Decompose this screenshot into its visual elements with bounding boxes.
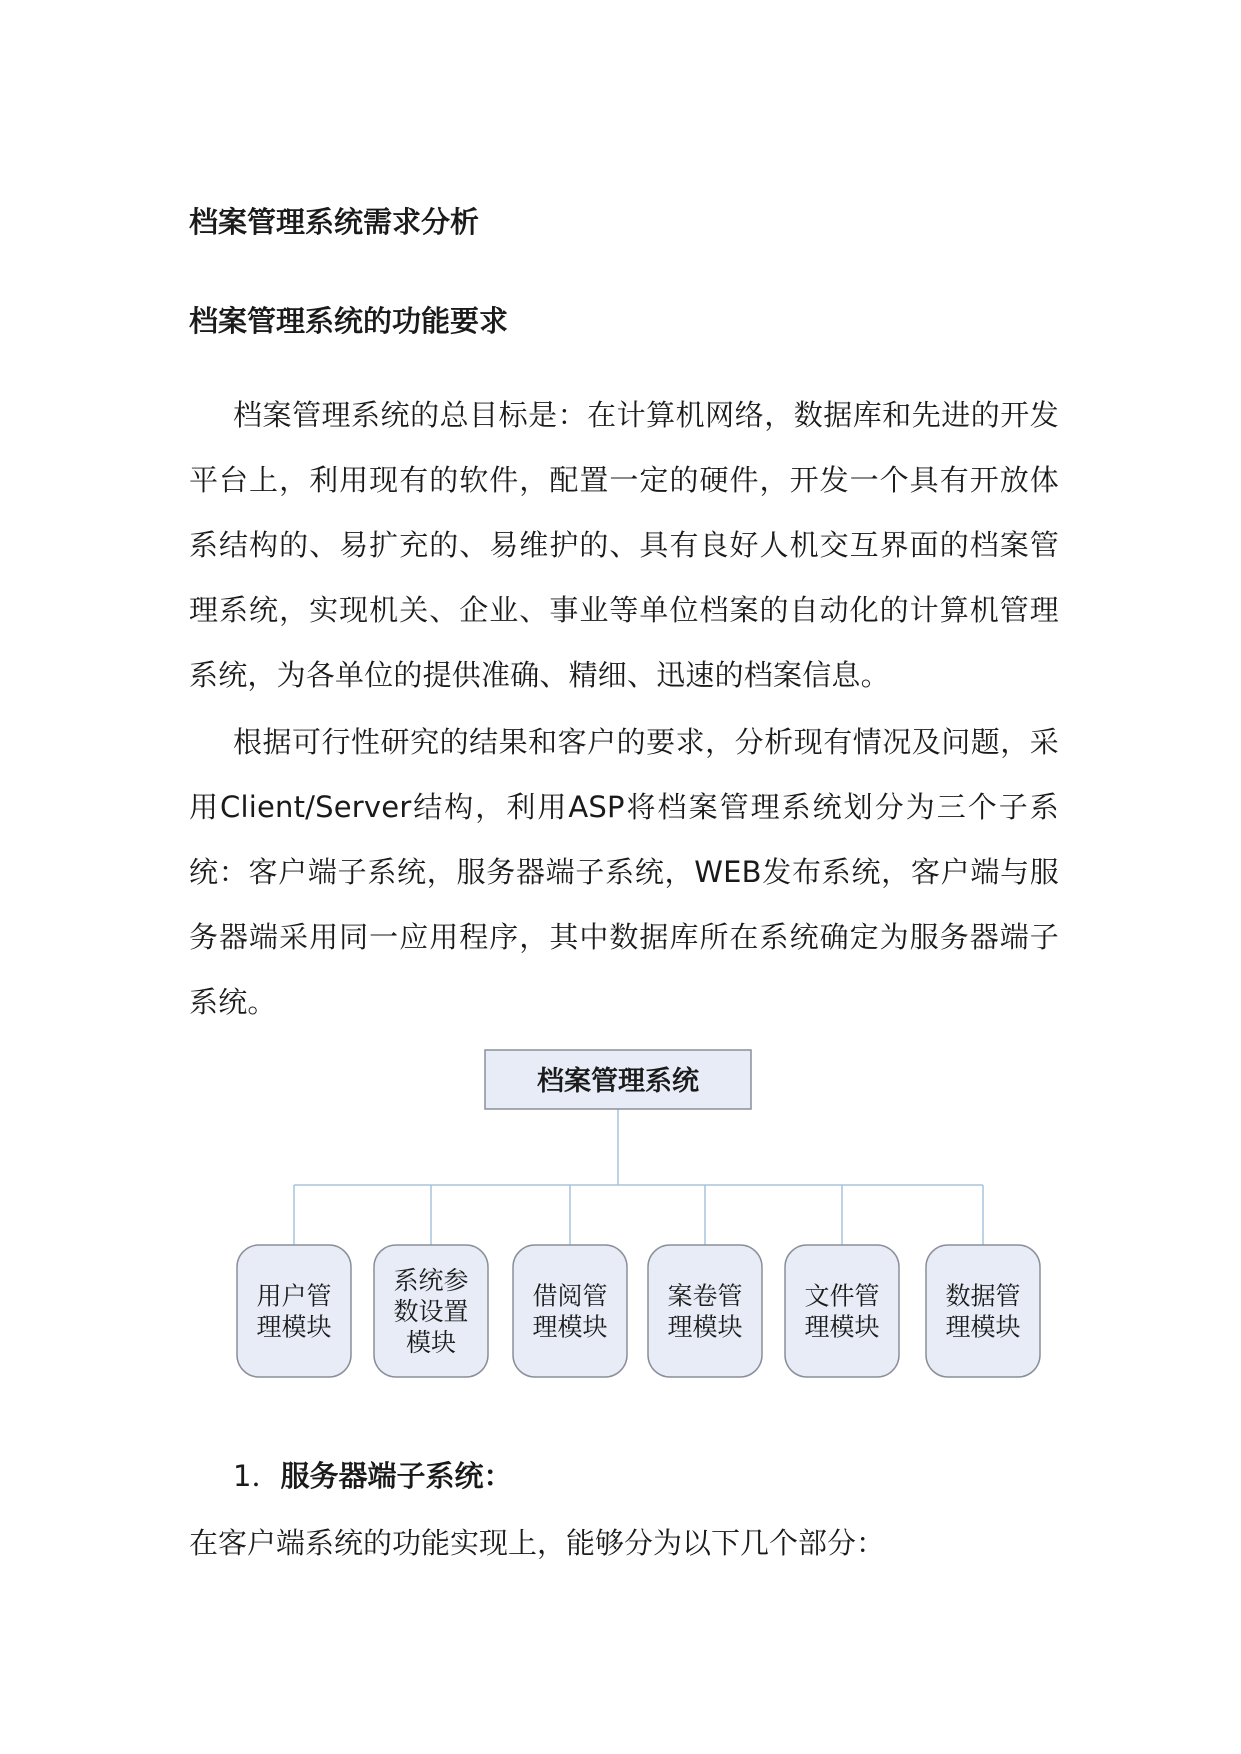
module-node-label: 借阅管 [532,1281,608,1311]
module-node-label: 案卷管 [667,1281,743,1311]
module-node-label: 文件管 [804,1281,880,1311]
module-node-label: 理模块 [256,1312,332,1342]
subsection-title: 服务器端子系统： [280,1459,513,1493]
diagram-connectors [294,1109,983,1245]
module-node [648,1245,762,1377]
diagram-module-nodes [237,1245,1040,1377]
module-node-box [513,1245,627,1377]
module-node-label: 数据管 [945,1281,1021,1311]
module-node [513,1245,627,1377]
subsection-number: 1． [233,1459,281,1493]
module-node-box [237,1245,351,1377]
module-node-label: 理模块 [804,1312,880,1342]
section-heading: 档案管理系统的功能要求 [189,304,509,338]
module-node-box [648,1245,762,1377]
document-title: 档案管理系统需求分析 [189,205,480,239]
module-node [237,1245,351,1377]
module-node-label: 理模块 [945,1312,1021,1342]
diagram-root-node [485,1050,751,1109]
module-node [374,1245,488,1377]
module-node-box [785,1245,899,1377]
module-node-label: 理模块 [532,1312,608,1342]
module-node-box [926,1245,1040,1377]
module-node-label: 数设置 [393,1297,469,1326]
module-node [926,1245,1040,1377]
subsection-heading [233,1456,512,1496]
paragraph-architecture: 根据可行性研究的结果和客户的要求，分析现有情况及问题，采用Client/Server结构，利用ASP将档案管理系统划分为三个子系统：客户端子系统，服务器端子系统，WEB发布系统，客户端与服务器端采用同一应用程序，其中数据库所在系统确定为服务器端子系统。 [189,725,1059,1019]
module-node-label: 模块 [405,1328,457,1357]
module-node-label: 理模块 [667,1312,743,1342]
module-node-label: 系统参 [393,1266,469,1295]
paragraph-goal: 档案管理系统的总目标是：在计算机网络，数据库和先进的开发平台上，利用现有的软件，配置一定的硬件，开发一个具有开放体系结构的、易扩充的、易维护的、具有良好人机交互界面的档案管理系统，实现机关、企业、事业等单位档案的自动化的计算机管理系统，为各单位的提供准确、精细、迅速的档案信息。 [189,398,1059,692]
module-node-label: 用户管 [256,1281,332,1311]
module-node [785,1245,899,1377]
root-node-label: 档案管理系统 [537,1066,699,1097]
paragraph-client-functions: 在客户端系统的功能实现上，能够分为以下几个部分： [189,1526,886,1560]
